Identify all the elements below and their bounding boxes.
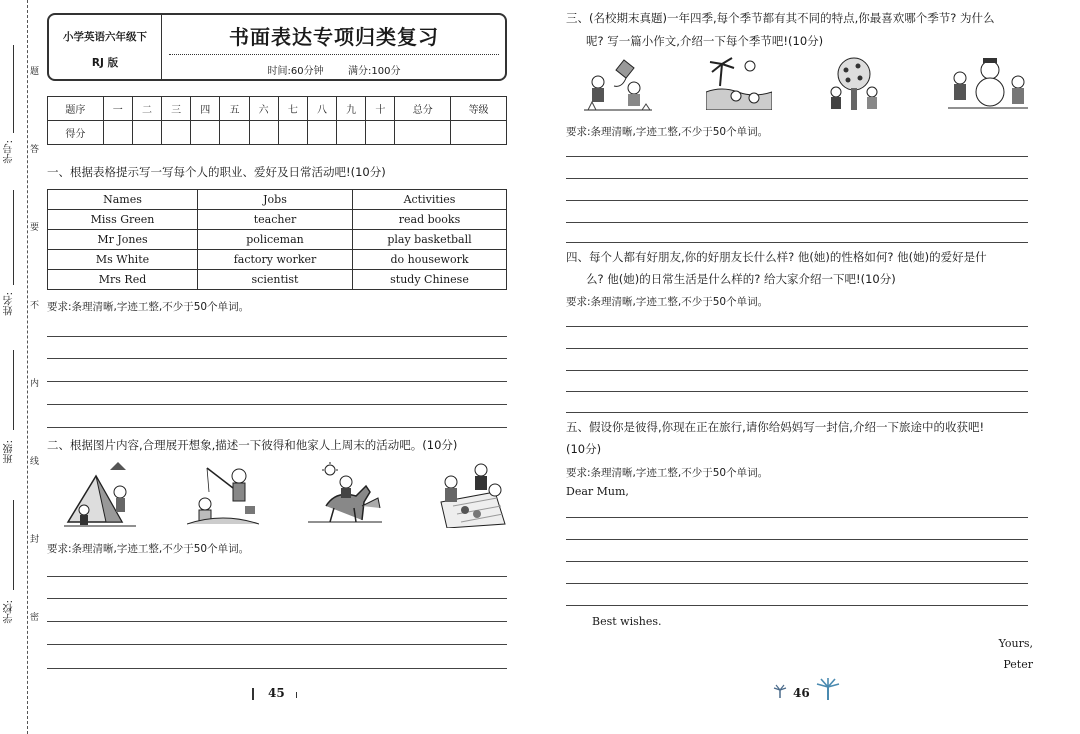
score-cell[interactable] — [249, 121, 278, 145]
table-header: Activities — [353, 190, 507, 210]
letter-sign-off: Yours, — [998, 637, 1033, 650]
time-label: 时间:60分钟 — [267, 66, 324, 77]
seal-word: 内 — [30, 379, 40, 389]
score-cell[interactable] — [307, 121, 336, 145]
q3-writing-line[interactable] — [566, 156, 1028, 157]
footer-mark — [296, 692, 297, 698]
score-table — [47, 96, 507, 145]
seal-word: 线 — [30, 457, 40, 467]
palm-tree-icon — [772, 684, 788, 698]
score-cell[interactable] — [191, 121, 220, 145]
table-header: Jobs — [198, 190, 353, 210]
question-5-line2: (10分) — [566, 442, 602, 456]
seal-word: 答 — [30, 145, 40, 155]
q1-writing-line[interactable] — [47, 404, 507, 405]
score-cell[interactable] — [451, 121, 507, 145]
question-4-line1: 四、每个人都有好朋友,你的好朋友长什么样? 他(她)的性格如何? 他(她)的爱好是什 — [566, 250, 987, 264]
name-field[interactable] — [13, 190, 14, 285]
question-4-line2: 么? 他(她)的日常生活是什么样的? 给大家介绍一下吧!(10分) — [586, 272, 896, 286]
q4-writing-line[interactable] — [566, 370, 1028, 371]
question-3-line1: 三、(名校期末真题)一年四季,每个季节都有其不同的特点,你最喜欢哪个季节? 为什么 — [566, 11, 995, 25]
score-col: 总分 — [395, 97, 451, 121]
question-3-line2: 呢? 写一篇小作文,介绍一下每个季节吧!(10分) — [586, 34, 824, 48]
score-col: 二 — [132, 97, 161, 121]
class-label: 班级: — [4, 440, 15, 464]
question-1: 一、根据表格提示写一写每个人的职业、爱好及日常活动吧!(10分) — [47, 165, 386, 179]
grade-label: 小学英语六年级下 — [63, 31, 147, 43]
seal-word: 密 — [30, 613, 40, 623]
q5-writing-line[interactable] — [566, 583, 1028, 584]
score-col: 七 — [278, 97, 307, 121]
q1-writing-line[interactable] — [47, 427, 507, 428]
table-cell: play basketball — [353, 230, 507, 250]
q5-writing-line[interactable] — [566, 517, 1028, 518]
q3-writing-line[interactable] — [566, 222, 1028, 223]
score-cell[interactable] — [220, 121, 249, 145]
score-col: 五 — [220, 97, 249, 121]
score-cell[interactable] — [278, 121, 307, 145]
seal-word: 题 — [30, 67, 40, 77]
q1-writing-line[interactable] — [47, 358, 507, 359]
seal-word: 封 — [30, 535, 40, 545]
summer-swim-picture — [706, 56, 772, 110]
score-col: 等级 — [451, 97, 507, 121]
table-row — [48, 121, 507, 145]
q5-requirement: 要求:条理清晰,字迹工整,不少于50个单词。 — [566, 467, 769, 479]
score-col: 一 — [103, 97, 132, 121]
question-2: 二、根据图片内容,合理展开想象,描述一下彼得和他家人上周末的活动吧。(10分) — [47, 438, 458, 452]
q5-writing-line[interactable] — [566, 539, 1028, 540]
score-col: 四 — [191, 97, 220, 121]
table-cell: Mrs Red — [48, 270, 198, 290]
score-cell[interactable] — [337, 121, 366, 145]
score-row2-label: 得分 — [48, 121, 104, 145]
score-col: 八 — [307, 97, 336, 121]
score-col: 十 — [366, 97, 395, 121]
q2-writing-line[interactable] — [47, 621, 507, 622]
table-cell: Mr Jones — [48, 230, 198, 250]
table-cell: Miss Green — [48, 210, 198, 230]
table-row — [48, 250, 507, 270]
q1-writing-line[interactable] — [47, 336, 507, 337]
seal-word: 不 — [30, 301, 40, 311]
score-cell[interactable] — [395, 121, 451, 145]
q1-requirement: 要求:条理清晰,字迹工整,不少于50个单词。 — [47, 301, 250, 313]
class-field[interactable] — [13, 350, 14, 430]
q4-writing-line[interactable] — [566, 391, 1028, 392]
page-title: 书面表达专项归类复习 — [229, 25, 439, 49]
name-label: 姓名: — [4, 292, 15, 316]
left-page-number: 45 — [268, 686, 285, 700]
fishing-picture — [187, 462, 259, 528]
full-score-label: 满分:100分 — [348, 66, 401, 77]
footer-mark — [252, 688, 254, 700]
table-cell: scientist — [198, 270, 353, 290]
q1-info-table — [47, 189, 507, 290]
q2-writing-line[interactable] — [47, 598, 507, 599]
number-field[interactable] — [13, 45, 14, 133]
palm-tree-icon — [815, 678, 841, 700]
q3-writing-line[interactable] — [566, 178, 1028, 179]
score-row1-label: 题序 — [48, 97, 104, 121]
q2-requirement: 要求:条理清晰,字迹工整,不少于50个单词。 — [47, 543, 250, 555]
header-box — [47, 13, 507, 81]
camping-picture — [62, 462, 138, 528]
school-field[interactable] — [13, 500, 14, 590]
school-label: 学校: — [4, 600, 15, 624]
q4-writing-line[interactable] — [566, 326, 1028, 327]
seal-word: 要 — [30, 223, 40, 233]
q4-requirement: 要求:条理清晰,字迹工整,不少于50个单词。 — [566, 296, 769, 308]
edition-label: RJ 版 — [91, 57, 119, 69]
spring-kite-picture — [584, 58, 652, 112]
q4-writing-line[interactable] — [566, 412, 1028, 413]
table-cell: do housework — [353, 250, 507, 270]
q3-writing-line[interactable] — [566, 242, 1028, 243]
binding-dashed-line — [27, 0, 28, 734]
winter-snowman-picture — [948, 56, 1028, 112]
q4-writing-line[interactable] — [566, 348, 1028, 349]
q2-writing-line[interactable] — [47, 668, 507, 669]
q2-writing-line[interactable] — [47, 576, 507, 577]
table-cell: Ms White — [48, 250, 198, 270]
table-cell: study Chinese — [353, 270, 507, 290]
picnic-picture — [437, 462, 507, 528]
letter-closing: Best wishes. — [592, 615, 662, 628]
table-cell: policeman — [198, 230, 353, 250]
table-header: Names — [48, 190, 198, 210]
q2-writing-line[interactable] — [47, 644, 507, 645]
q1-writing-line[interactable] — [47, 381, 507, 382]
number-label: 学号: — [4, 140, 15, 164]
q3-writing-line[interactable] — [566, 200, 1028, 201]
q5-writing-line[interactable] — [566, 561, 1028, 562]
horse-riding-picture — [308, 462, 382, 526]
score-col: 九 — [337, 97, 366, 121]
table-row — [48, 270, 507, 290]
table-cell: teacher — [198, 210, 353, 230]
score-cell[interactable] — [162, 121, 191, 145]
letter-greeting: Dear Mum, — [566, 485, 629, 498]
q5-writing-line[interactable] — [566, 605, 1028, 606]
right-page-number: 46 — [793, 686, 810, 700]
table-row — [48, 210, 507, 230]
letter-signature: Peter — [1003, 658, 1033, 671]
score-cell[interactable] — [103, 121, 132, 145]
exam-info — [161, 62, 507, 77]
q3-requirement: 要求:条理清晰,字迹工整,不少于50个单词。 — [566, 126, 769, 138]
question-5-line1: 五、假设你是彼得,你现在正在旅行,请你给妈妈写一封信,介绍一下旅途中的收获吧! — [566, 420, 985, 434]
table-cell: read books — [353, 210, 507, 230]
table-cell: factory worker — [198, 250, 353, 270]
score-col: 三 — [162, 97, 191, 121]
score-cell[interactable] — [132, 121, 161, 145]
table-row — [48, 190, 507, 210]
autumn-apple-picture — [826, 56, 884, 114]
table-row — [48, 97, 507, 121]
score-col: 六 — [249, 97, 278, 121]
score-cell[interactable] — [366, 121, 395, 145]
table-row — [48, 230, 507, 250]
